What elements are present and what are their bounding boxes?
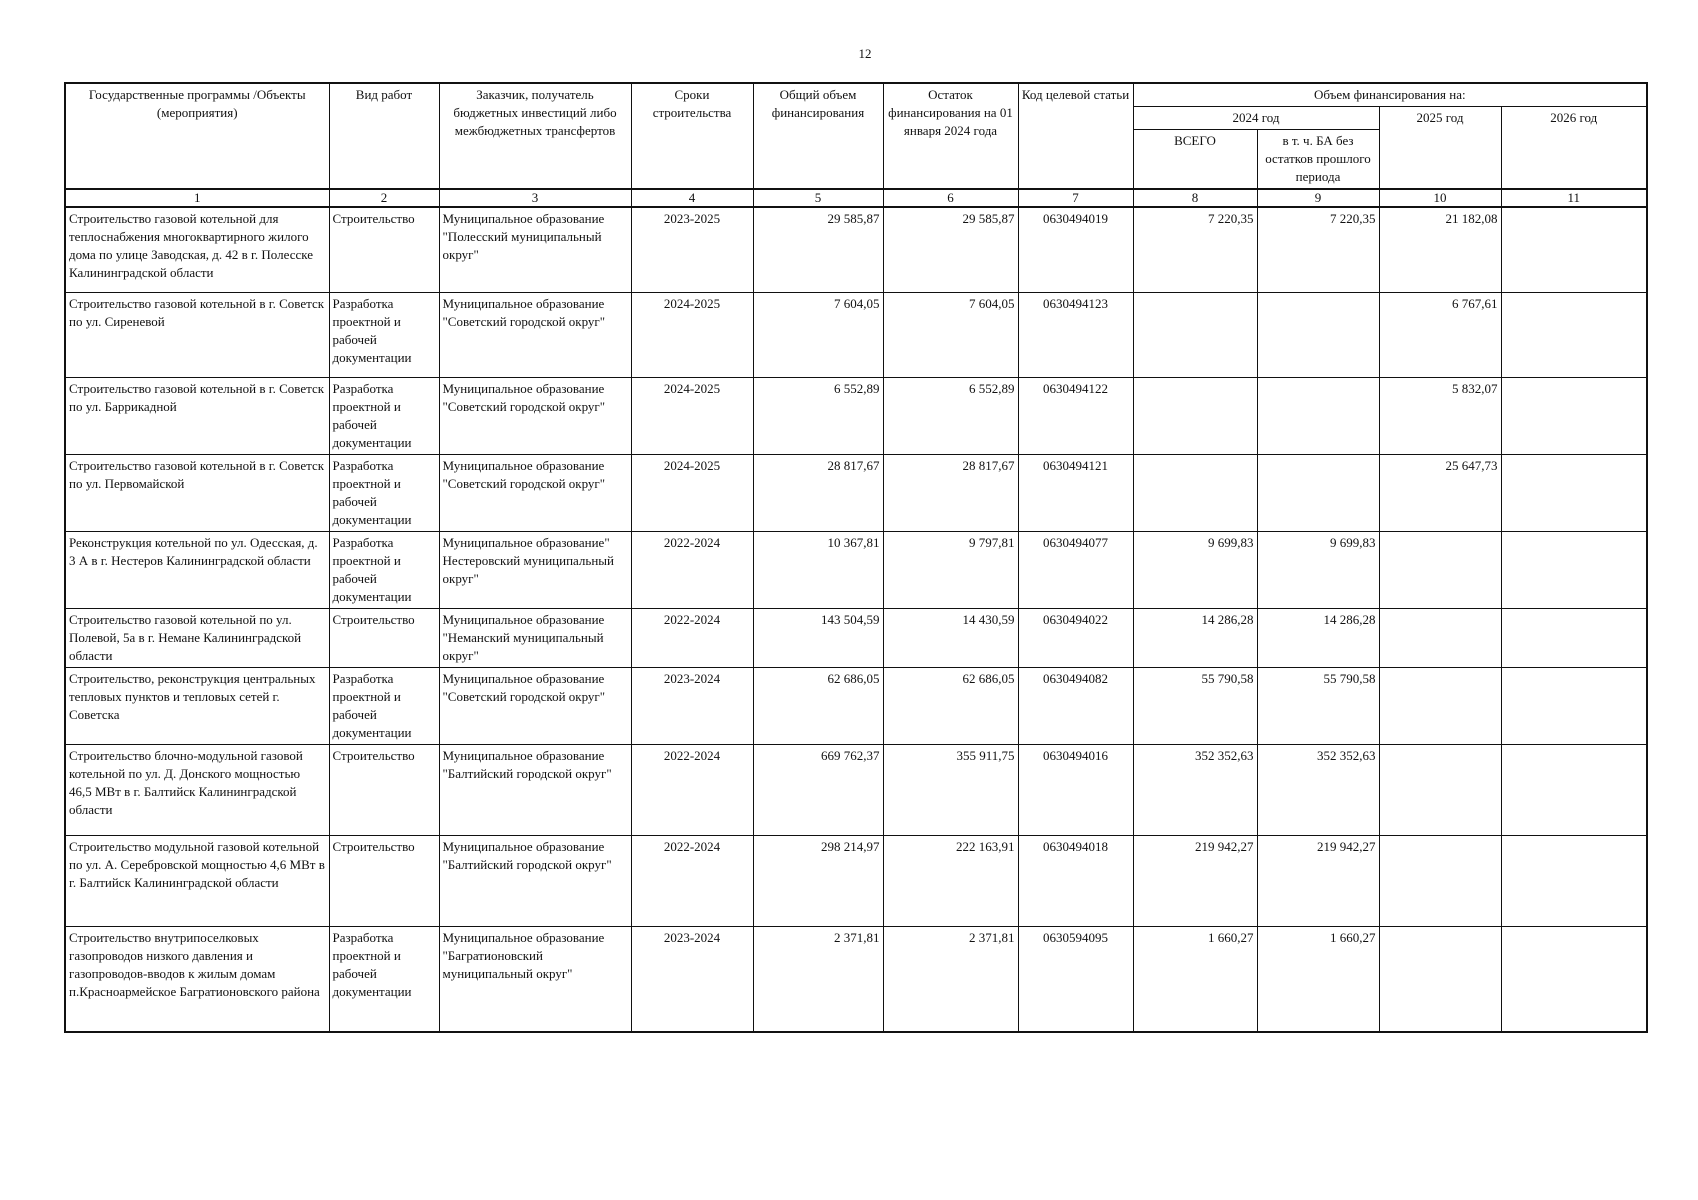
cell-2024-total: 7 220,35 xyxy=(1133,207,1257,293)
table-row xyxy=(65,745,1647,836)
cell-2026 xyxy=(1501,378,1647,455)
column-number: 3 xyxy=(439,189,631,207)
cell-work: Разработка проектной и рабочей документации xyxy=(329,378,439,455)
cell-2025 xyxy=(1379,609,1501,668)
cell-2026 xyxy=(1501,927,1647,1033)
cell-2024-ba: 9 699,83 xyxy=(1257,532,1379,609)
cell-object: Строительство газовой котельной для теплоснабжения многоквартирного жилого дома по улице Заводская, д. 42 в г. Полесске Калининградской области xyxy=(65,207,329,293)
cell-2026 xyxy=(1501,207,1647,293)
cell-code: 0630494077 xyxy=(1018,532,1133,609)
header-target-code: Код целевой статьи xyxy=(1018,83,1133,189)
cell-object: Строительство газовой котельной в г. Советск по ул. Сиреневой xyxy=(65,293,329,378)
cell-object: Строительство модульной газовой котельной по ул. А. Серебровской мощностью 4,6 МВт в г. Балтийск Калининградской области xyxy=(65,836,329,927)
cell-remainder: 7 604,05 xyxy=(883,293,1018,378)
cell-code: 0630494018 xyxy=(1018,836,1133,927)
table-row xyxy=(65,609,1647,668)
header-2024: 2024 год xyxy=(1133,107,1379,130)
cell-2024-ba: 55 790,58 xyxy=(1257,668,1379,745)
cell-work: Строительство xyxy=(329,836,439,927)
cell-2026 xyxy=(1501,609,1647,668)
cell-2025 xyxy=(1379,927,1501,1033)
cell-2024-ba: 14 286,28 xyxy=(1257,609,1379,668)
cell-2026 xyxy=(1501,668,1647,745)
column-number: 8 xyxy=(1133,189,1257,207)
cell-2024-total: 14 286,28 xyxy=(1133,609,1257,668)
cell-2026 xyxy=(1501,455,1647,532)
header-row-1 xyxy=(65,83,1647,107)
column-number: 9 xyxy=(1257,189,1379,207)
cell-2024-ba: 7 220,35 xyxy=(1257,207,1379,293)
cell-object: Строительство блочно-модульной газовой котельной по ул. Д. Донского мощностью 46,5 МВт в г. Балтийск Калининградской области xyxy=(65,745,329,836)
cell-2025: 25 647,73 xyxy=(1379,455,1501,532)
cell-remainder: 6 552,89 xyxy=(883,378,1018,455)
column-number: 11 xyxy=(1501,189,1647,207)
cell-2024-total xyxy=(1133,455,1257,532)
cell-period: 2024-2025 xyxy=(631,455,753,532)
cell-remainder: 355 911,75 xyxy=(883,745,1018,836)
cell-code: 0630494121 xyxy=(1018,455,1133,532)
cell-2024-ba xyxy=(1257,378,1379,455)
cell-total: 6 552,89 xyxy=(753,378,883,455)
cell-work: Разработка проектной и рабочей документации xyxy=(329,532,439,609)
cell-2024-ba: 352 352,63 xyxy=(1257,745,1379,836)
cell-code: 0630494022 xyxy=(1018,609,1133,668)
cell-customer: Муниципальное образование "Балтийский городской округ" xyxy=(439,745,631,836)
column-number: 5 xyxy=(753,189,883,207)
cell-remainder: 62 686,05 xyxy=(883,668,1018,745)
cell-2026 xyxy=(1501,836,1647,927)
cell-period: 2023-2025 xyxy=(631,207,753,293)
cell-object: Строительство газовой котельной в г. Советск по ул. Баррикадной xyxy=(65,378,329,455)
cell-object: Строительство газовой котельной в г. Советск по ул. Первомайской xyxy=(65,455,329,532)
header-2026: 2026 год xyxy=(1501,107,1647,190)
cell-customer: Муниципальное образование "Советский городской округ" xyxy=(439,378,631,455)
cell-2026 xyxy=(1501,745,1647,836)
cell-customer: Муниципальное образование "Советский городской округ" xyxy=(439,455,631,532)
table-row xyxy=(65,927,1647,1033)
cell-remainder: 14 430,59 xyxy=(883,609,1018,668)
cell-total: 143 504,59 xyxy=(753,609,883,668)
cell-period: 2022-2024 xyxy=(631,532,753,609)
cell-period: 2023-2024 xyxy=(631,927,753,1033)
column-number-row xyxy=(65,189,1647,207)
cell-work: Строительство xyxy=(329,745,439,836)
cell-2024-total: 1 660,27 xyxy=(1133,927,1257,1033)
header-period: Сроки строительства xyxy=(631,83,753,189)
cell-2024-total xyxy=(1133,293,1257,378)
cell-remainder: 9 797,81 xyxy=(883,532,1018,609)
cell-code: 0630494122 xyxy=(1018,378,1133,455)
cell-2024-ba xyxy=(1257,293,1379,378)
header-work-type: Вид работ xyxy=(329,83,439,189)
cell-period: 2024-2025 xyxy=(631,378,753,455)
header-2025: 2025 год xyxy=(1379,107,1501,190)
cell-remainder: 222 163,91 xyxy=(883,836,1018,927)
cell-object: Строительство внутрипоселковых газопроводов низкого давления и газопроводов-вводов к жилым домам п.Красноармейское Багратионовского района xyxy=(65,927,329,1033)
cell-object: Строительство, реконструкция центральных тепловых пунктов и тепловых сетей г. Советска xyxy=(65,668,329,745)
cell-remainder: 2 371,81 xyxy=(883,927,1018,1033)
cell-2025 xyxy=(1379,745,1501,836)
table-row xyxy=(65,836,1647,927)
cell-2024-total: 352 352,63 xyxy=(1133,745,1257,836)
cell-total: 7 604,05 xyxy=(753,293,883,378)
cell-object: Строительство газовой котельной по ул. Полевой, 5а в г. Немане Калининградской области xyxy=(65,609,329,668)
cell-customer: Муниципальное образование "Балтийский городской округ" xyxy=(439,836,631,927)
table-row xyxy=(65,207,1647,293)
table-row xyxy=(65,668,1647,745)
cell-2024-ba: 219 942,27 xyxy=(1257,836,1379,927)
cell-work: Строительство xyxy=(329,207,439,293)
column-number: 10 xyxy=(1379,189,1501,207)
cell-period: 2023-2024 xyxy=(631,668,753,745)
cell-code: 0630494123 xyxy=(1018,293,1133,378)
cell-total: 28 817,67 xyxy=(753,455,883,532)
cell-period: 2024-2025 xyxy=(631,293,753,378)
page-number: 12 xyxy=(858,46,872,61)
cell-2024-total: 219 942,27 xyxy=(1133,836,1257,927)
cell-customer: Муниципальное образование "Полесский муниципальный округ" xyxy=(439,207,631,293)
cell-work: Разработка проектной и рабочей документации xyxy=(329,927,439,1033)
cell-2025 xyxy=(1379,836,1501,927)
header-2024-ba: в т. ч. БА без остатков прошлого периода xyxy=(1257,130,1379,190)
cell-work: Строительство xyxy=(329,609,439,668)
cell-2025 xyxy=(1379,532,1501,609)
header-2024-total: ВСЕГО xyxy=(1133,130,1257,190)
cell-remainder: 28 817,67 xyxy=(883,455,1018,532)
cell-2026 xyxy=(1501,532,1647,609)
cell-customer: Муниципальное образование "Неманский муниципальный округ" xyxy=(439,609,631,668)
cell-work: Разработка проектной и рабочей документации xyxy=(329,293,439,378)
cell-2025: 5 832,07 xyxy=(1379,378,1501,455)
cell-work: Разработка проектной и рабочей документации xyxy=(329,455,439,532)
funding-table xyxy=(64,82,1648,1033)
cell-2025 xyxy=(1379,668,1501,745)
column-number: 1 xyxy=(65,189,329,207)
table-row xyxy=(65,532,1647,609)
cell-work: Разработка проектной и рабочей документации xyxy=(329,668,439,745)
cell-customer: Муниципальное образование" Нестеровский муниципальный округ" xyxy=(439,532,631,609)
cell-code: 0630494016 xyxy=(1018,745,1133,836)
cell-total: 62 686,05 xyxy=(753,668,883,745)
header-remainder: Остаток финансирования на 01 января 2024 года xyxy=(883,83,1018,189)
cell-customer: Муниципальное образование "Советский городской округ" xyxy=(439,668,631,745)
cell-total: 10 367,81 xyxy=(753,532,883,609)
cell-total: 29 585,87 xyxy=(753,207,883,293)
cell-code: 0630494082 xyxy=(1018,668,1133,745)
cell-total: 298 214,97 xyxy=(753,836,883,927)
cell-code: 0630494019 xyxy=(1018,207,1133,293)
cell-2024-ba: 1 660,27 xyxy=(1257,927,1379,1033)
cell-2024-total: 55 790,58 xyxy=(1133,668,1257,745)
cell-period: 2022-2024 xyxy=(631,609,753,668)
cell-2026 xyxy=(1501,293,1647,378)
cell-2024-ba xyxy=(1257,455,1379,532)
header-total-funding: Общий объем финансирования xyxy=(753,83,883,189)
cell-period: 2022-2024 xyxy=(631,745,753,836)
table-row xyxy=(65,293,1647,378)
header-customer: Заказчик, получатель бюджетных инвестиций либо межбюджетных трансфертов xyxy=(439,83,631,189)
cell-code: 0630594095 xyxy=(1018,927,1133,1033)
column-number: 7 xyxy=(1018,189,1133,207)
cell-object: Реконструкция котельной по ул. Одесская, д. 3 А в г. Нестеров Калининградской области xyxy=(65,532,329,609)
cell-total: 2 371,81 xyxy=(753,927,883,1033)
table-row xyxy=(65,455,1647,532)
cell-period: 2022-2024 xyxy=(631,836,753,927)
cell-2025: 6 767,61 xyxy=(1379,293,1501,378)
column-number: 4 xyxy=(631,189,753,207)
header-funding-group: Объем финансирования на: xyxy=(1133,83,1647,107)
cell-customer: Муниципальное образование "Багратионовский муниципальный округ" xyxy=(439,927,631,1033)
cell-remainder: 29 585,87 xyxy=(883,207,1018,293)
cell-2024-total xyxy=(1133,378,1257,455)
cell-2024-total: 9 699,83 xyxy=(1133,532,1257,609)
table-row xyxy=(65,378,1647,455)
column-number: 6 xyxy=(883,189,1018,207)
cell-customer: Муниципальное образование "Советский городской округ" xyxy=(439,293,631,378)
cell-total: 669 762,37 xyxy=(753,745,883,836)
header-objects: Государственные программы /Объекты (мероприятия) xyxy=(65,83,329,189)
cell-2025: 21 182,08 xyxy=(1379,207,1501,293)
column-number: 2 xyxy=(329,189,439,207)
